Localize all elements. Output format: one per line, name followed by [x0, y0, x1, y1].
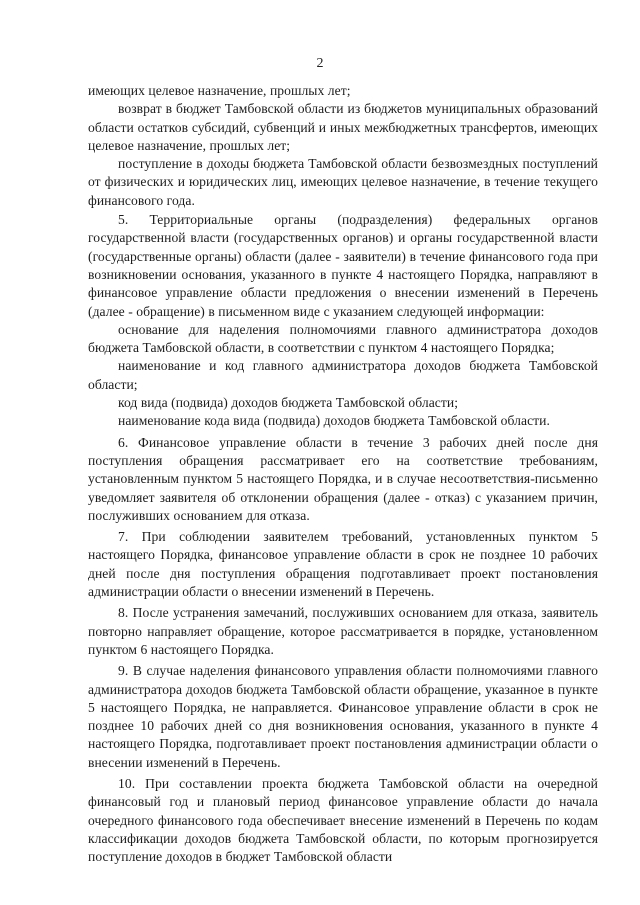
paragraph-item-5-income-code: код вида (подвида) доходов бюджета Тамбовской области;	[118, 395, 459, 411]
paragraph-item-10: 10. При составлении проекта бюджета Тамбовской области на очередной финансовый год и плановый период финансовое управление области до начала очередного финансового года обеспечивает внесение изменений в Перечень по кодам классификации доходов бюджета Тамбовской области, по которым прогнозируется поступление доходов в бюджет Тамбовской области	[88, 775, 598, 865]
paragraph-item-7: 7. При соблюдении заявителем требований, установленных пунктом 5 настоящего Порядка, финансовое управление области в срок не позднее 10 рабочих дней после дня поступления обращения подготавливает проект постановления администрации области о внесении изменений в Перечень.	[88, 529, 598, 600]
paragraph-item-5-income-code-name: наименование кода вида (подвида) доходов бюджета Тамбовской области.	[118, 413, 550, 429]
paragraph-gratuitous-receipts: поступление в доходы бюджета Тамбовской области безвозмездных поступлений от физических и юридических лиц, имеющих целевое назначение, в течение текущего финансового года.	[88, 156, 598, 208]
paragraph-item-5-basis: основание для наделения полномочиями главного администратора доходов бюджета Тамбовской области, в соответствии с пунктом 4 настоящего Порядка;	[88, 321, 598, 356]
paragraph-item-9: 9. В случае наделения финансового управления области полномочиями главного администратора доходов бюджета Тамбовской области обращение, указанное в пункте 5 настоящего Порядка, не направляется. Финансовое управление области в срок не позднее 10 рабочих дней со дня возникновения основания, указанного в пункте 4 настоящего Порядка, подготавливает проект постановления администрации области о внесении изменений в Перечень.	[88, 663, 598, 770]
paragraph-item-5-admin-name: наименование и код главного администратора доходов бюджета Тамбовской области;	[88, 358, 598, 392]
paragraph-subsidy-return: возврат в бюджет Тамбовской области из бюджетов муниципальных образований области остатков субсидий, субвенций и иных межбюджетных трансфертов, имеющих целевое назначение, прошлых лет;	[88, 101, 598, 153]
paragraph-continuation: имеющих целевое назначение, прошлых лет;	[88, 83, 351, 98]
paragraph-item-5: 5. Территориальные органы (подразделения) федеральных органов государственной власти (государственных органов) и органы государственной власти (государственные органы) области (далее - заявители) в течение финансового года при возникновении основания, указанного в пункте 4 настоящего Порядка, направляют в финансовое управление области предложения о внесении изменений в Перечень (далее - обращение) в письменном виде с указанием следующей информации:	[88, 212, 598, 319]
page-number: 2	[316, 56, 324, 71]
paragraph-item-8: 8. После устранения замечаний, послуживших основанием для отказа, заявитель повторно направляет обращение, которое рассматривается в порядке, установленном пунктом 6 настоящего Порядка.	[88, 605, 598, 657]
paragraph-item-6: 6. Финансовое управление области в течение 3 рабочих дней после дня поступления обращения рассматривает его на соответствие требованиям, установленным пунктом 5 настоящего Порядка, и в случае несоответствия-письменно уведомляет заявителя об отклонении обращения (далее - отказ) с указанием причин, послуживших основанием для отказа.	[88, 434, 598, 523]
document-body	[88, 82, 598, 866]
